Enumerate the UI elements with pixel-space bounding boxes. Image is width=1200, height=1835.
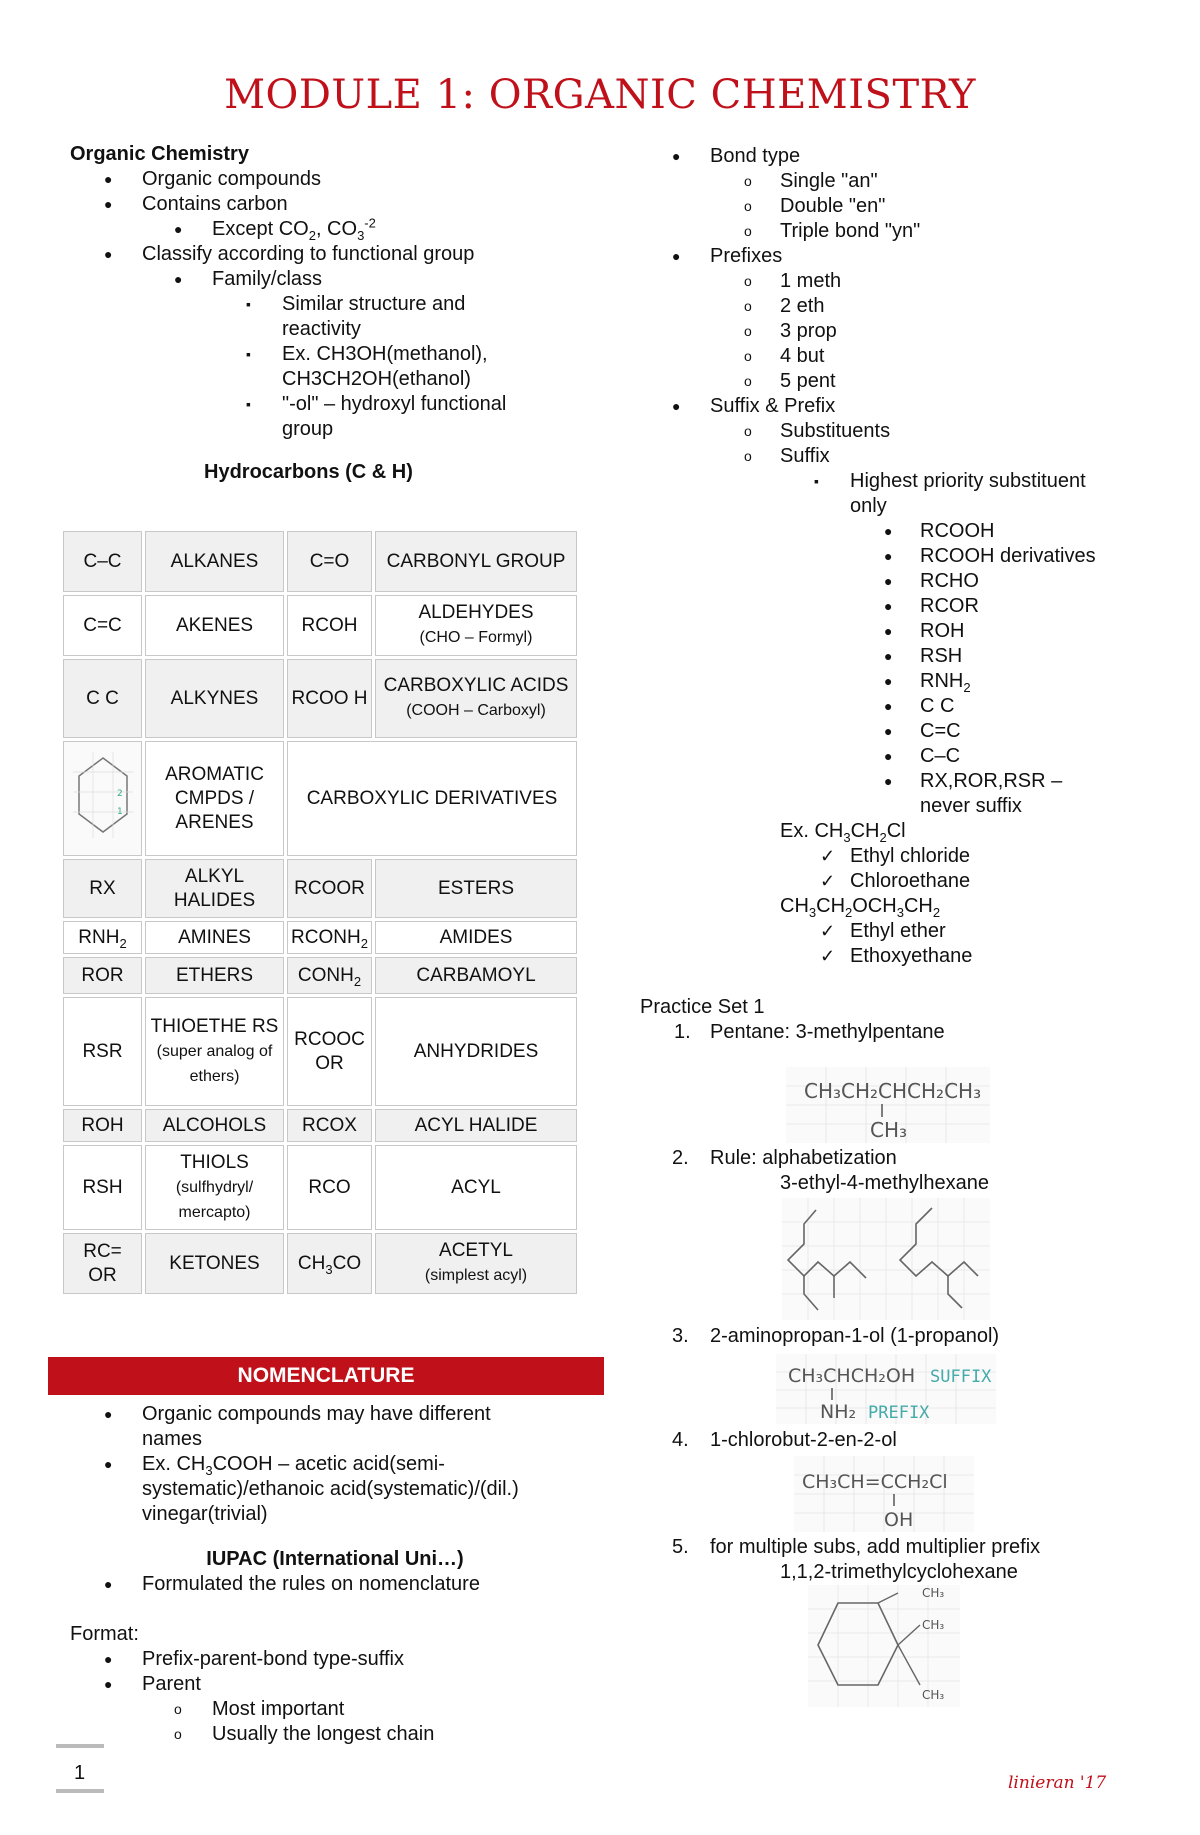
hydrocarbons-heading: Hydrocarbons (C & H): [204, 461, 413, 483]
list-item: systematic)/ethanoic acid(systematic)/(dil.): [142, 1478, 519, 1500]
list-item: 1. Pentane: 3-methylpentane: [674, 1021, 945, 1043]
table-row: ROH ALCOHOLS RCOX ACYL HALIDE: [62, 1108, 579, 1144]
page-number-rule-top: [56, 1744, 104, 1748]
table-row: C=C AKENES RCOH ALDEHYDES (CHO – Formyl): [62, 594, 579, 658]
practice-item-5-answer: 1,1,2-trimethylcyclohexane: [780, 1561, 1018, 1583]
list-item: ▪ Ex. CH3OH(methanol),: [246, 343, 488, 365]
list-item: ● RCOOH derivatives: [884, 545, 1096, 567]
list-item: ● Ex. $CH_3COOH$ – acetic acid(semi-: [104, 1453, 445, 1478]
table-row: RC= OR KETONES $CH_3CO$ ACETYL (simplest acyl): [62, 1232, 579, 1296]
page-number: 1: [74, 1762, 86, 1784]
functional-group-table: [60, 528, 580, 1297]
list-item: ● RCHO: [884, 570, 979, 592]
practice-item-5: 5. for multiple subs, add multiplier prefix: [672, 1536, 1041, 1558]
list-item: vinegar(trivial): [142, 1503, 268, 1525]
list-item: CH3CH2OH(ethanol): [282, 368, 471, 390]
list-item: ● RSH: [884, 645, 963, 667]
author-signature: linieran '17: [1008, 1773, 1107, 1793]
practice-item-2: 2. Rule: alphabetization: [672, 1147, 897, 1169]
check-icon: ✓: [820, 871, 836, 891]
list-item: reactivity: [282, 318, 361, 340]
list-item: ● Classify according to functional group: [104, 243, 475, 265]
list-item: ▪ Highest priority substituent: [814, 470, 1086, 492]
practice-item-2-answer: 3-ethyl-4-methylhexane: [780, 1172, 989, 1194]
list-item: ▪ Similar structure and: [246, 293, 466, 315]
svg-text:2: 2: [116, 789, 123, 799]
item-number: 2.: [672, 1147, 689, 1169]
list-item: ● Parent: [104, 1673, 201, 1695]
svg-text:CH₃CH=CCH₂Cl: CH₃CH=CCH₂Cl: [802, 1471, 948, 1493]
list-item: ● Family/class: [174, 268, 323, 290]
organic-chemistry-heading: Organic Chemistry: [70, 143, 249, 165]
svg-text:CH₃: CH₃: [922, 1586, 945, 1600]
check-icon: ✓: [820, 846, 836, 866]
list-item: o 4 but: [744, 345, 825, 367]
list-item: ● Organic compounds may have different: [104, 1403, 491, 1425]
list-item: ● ROH: [884, 620, 965, 642]
list-item: names: [142, 1428, 203, 1450]
svg-text:NH₂: NH₂: [820, 1401, 857, 1423]
list-item: ✓ Chloroethane: [820, 870, 971, 892]
list-item: ● Prefix-parent-bond type-suffix: [104, 1648, 404, 1670]
list-item: group: [282, 418, 334, 440]
list-item: o 3 prop: [744, 320, 837, 342]
trimethylcyclohexane-structure-image: [808, 1585, 960, 1707]
list-item: ● Suffix & Prefix: [672, 395, 836, 417]
svg-text:CH₃CHCH₂OH: CH₃CHCH₂OH: [788, 1365, 916, 1387]
list-item: o Substituents: [744, 420, 891, 442]
list-item: never suffix: [920, 795, 1022, 817]
list-item: ● C–C: [884, 745, 961, 767]
list-item: o Triple bond "yn": [744, 220, 921, 242]
nomenclature-section: [70, 1402, 600, 1747]
format-label: Format:: [70, 1623, 139, 1645]
example-ethyl-chloride: Ex. $CH_3CH_2Cl$: [780, 820, 906, 845]
practice-set-heading: Practice Set 1: [640, 996, 765, 1018]
svg-text:CH₃: CH₃: [922, 1618, 945, 1632]
list-item: ● RX,ROR,RSR –: [884, 770, 1063, 792]
table-row: C–C ALKANES C=O CARBONYL GROUP: [62, 530, 579, 594]
svg-text:OH: OH: [884, 1509, 914, 1531]
page-title: MODULE 1: ORGANIC CHEMISTRY: [224, 72, 976, 118]
check-icon: ✓: [820, 946, 836, 966]
list-item: o Usually the longest chain: [174, 1723, 435, 1745]
table-row: RX ALKYL HALIDES RCOOR ESTERS: [62, 858, 579, 920]
list-item: ● Bond type: [672, 145, 801, 167]
list-item: ● Except $CO_2$, $CO_3^{-2}$: [174, 215, 376, 243]
svg-text:CH₃: CH₃: [922, 1688, 945, 1702]
list-item: ● Prefixes: [672, 245, 783, 267]
table-row: $RNH_2$ AMINES $RCONH_2$ AMIDES: [62, 920, 579, 956]
practice-item-3: 3. 2-aminopropan-1-ol (1-propanol): [672, 1325, 1000, 1347]
list-item: ✓ Ethyl chloride: [820, 845, 971, 867]
ethylmethylhexane-structure-image: [782, 1198, 990, 1320]
table-row: 2 1 AROMATIC CMPDS / ARENES CARBOXYLIC DERIVATIVES: [62, 740, 579, 858]
list-item: o 2 eth: [744, 295, 825, 317]
list-item: ● C=C: [884, 720, 961, 742]
list-item: o Double "en": [744, 195, 886, 217]
list-item: ● $RNH_2$: [884, 670, 971, 695]
list-item: o 1 meth: [744, 270, 842, 292]
svg-text:CH₃CH₂CHCH₂CH₃: CH₃CH₂CHCH₂CH₃: [804, 1079, 982, 1103]
right-column: [640, 144, 1160, 1045]
list-item: ● C C: [884, 695, 955, 717]
svg-text:1: 1: [116, 807, 123, 817]
list-item: ✓ Ethoxyethane: [820, 945, 973, 967]
list-item: ● RCOR: [884, 595, 979, 617]
list-item: ● RCOOH: [884, 520, 995, 542]
aminopropanol-structure-image: [776, 1354, 996, 1424]
svg-text:PREFIX: PREFIX: [868, 1403, 930, 1423]
list-item: ▪ "-ol" – hydroxyl functional: [246, 393, 507, 415]
chlorobutenol-structure-image: [794, 1456, 974, 1532]
practice-item-4: 4. 1-chlorobut-2-en-2-ol: [672, 1429, 897, 1451]
list-item: ● Organic compounds: [104, 168, 321, 190]
svg-text:CH₃: CH₃: [870, 1118, 908, 1142]
table-row: RSH THIOLS (sulfhydryl/ mercapto) RCO ACYL: [62, 1144, 579, 1232]
iupac-heading: IUPAC (International Uni…): [206, 1548, 464, 1570]
table-row: ROR ETHERS $CONH_2$ CARBAMOYL: [62, 956, 579, 996]
benzene-ring-image: [62, 740, 144, 858]
page-number-rule-bottom: [56, 1789, 104, 1793]
list-item: ● Formulated the rules on nomenclature: [104, 1573, 480, 1595]
nomenclature-banner: NOMENCLATURE: [48, 1357, 604, 1395]
methylpentane-structure-image: [786, 1067, 990, 1143]
table-row: C C ALKYNES RCOO H CARBOXYLIC ACIDS (COOH – Carboxyl): [62, 658, 579, 740]
list-item: ✓ Ethyl ether: [820, 920, 946, 942]
list-item: o Single "an": [744, 170, 878, 192]
list-item: ● Contains carbon: [104, 193, 288, 215]
svg-text:SUFFIX: SUFFIX: [930, 1367, 992, 1387]
left-column: [70, 142, 600, 485]
check-icon: ✓: [820, 921, 836, 941]
example-ethyl-ether: $CH_3CH_2OCH_3CH_2$: [780, 895, 941, 920]
list-item: only: [850, 495, 887, 517]
table-row: RSR THIOETHE RS (super analog of ethers) RCOOC OR ANHYDRIDES: [62, 996, 579, 1108]
list-item: o Suffix: [744, 445, 830, 467]
list-item: o Most important: [174, 1698, 345, 1720]
list-item: o 5 pent: [744, 370, 836, 392]
